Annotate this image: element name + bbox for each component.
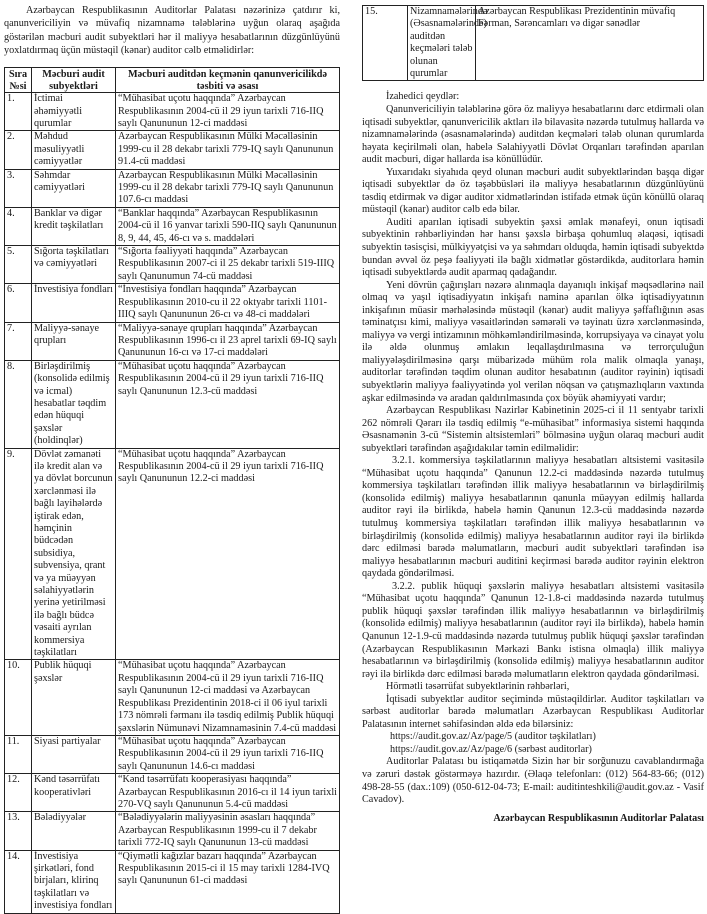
- row-subject: Birləşdirilmiş (konsolidə edilmiş və icmal) hesabatlar təqdim edən hüquqi şəxslər (holdinqlər): [32, 360, 116, 448]
- notes-paragraph: Azərbaycan Respublikası Nazirlər Kabinetinin 2025-ci il 11 sentyabr tarixli 262 nömrəli Qərarı ilə təsdiq edilmiş “e-mühasibat” informasiya sistemi haqqında Əsasnamənin 3-cü “Sistemin altsistemləri” bölməsinə uyğun olaraq məcburi audit subyektləri tərəfindən aşağıdakılar təmin edilməlidir:: [362, 405, 704, 454]
- table-row: [5, 660, 340, 735]
- row-number: 11.: [5, 735, 32, 773]
- greeting: Hörmətli təsərrüfat subyektlərinin rəhbərləri,: [386, 681, 570, 693]
- row-basis: Azərbaycan Respublikasının Mülki Məcəlləsinin 1999-cu il 28 dekabr tarixli 779-IQ saylı Qanununun 107.6-cı maddəsi: [116, 169, 340, 207]
- auditor-choice-paragraph: İqtisadi subyektlər auditor seçimində müstəqildirlər. Auditor təşkilatları və sərbəst auditorlar barədə məlumatları Azərbaycan Respublikası Auditorlar Palatasının internet səhifəsindən əldə edə bilərsiniz:: [362, 693, 704, 730]
- row-basis: “Mühasibat uçotu haqqında” Azərbaycan Respublikasının 2004-cü il 29 iyun tarixli 716-IIQ saylı Qanununun 12.2-ci maddəsi: [116, 448, 340, 660]
- row-number: 3.: [5, 169, 32, 207]
- contact-paragraph: Auditorlar Palatası bu istiqamətdə Sizin hər bir sorğunuzu cavablandırmağa və zəruri dəstək göstərməyə hazırdır. (Əlaqə telefonları: (012) 564-83-66; (012) 498-28-55 (dax.:109) (050-612-04-73; E-mail: auditinteshkili@audit.gov.az - Vasif Cavadov).: [362, 756, 704, 806]
- row-number: 13.: [5, 812, 32, 850]
- row-basis: “Mühasibat uçotu haqqında” Azərbaycan Respublikasının 2004-cü il 29 iyun tarixli 716-IIQ saylı Qanununun 12.3-cü maddəsi: [116, 360, 340, 448]
- row-basis: “Mühasibat uçotu haqqında” Azərbaycan Respublikasının 2004-cü il 29 iyun tarixli 716-IIQ saylı Qanununun 12-ci maddəsi: [116, 93, 340, 131]
- row-basis: “Sığorta fəaliyyəti haqqında” Azərbaycan Respublikasının 2007-ci il 25 dekabr tarixli 519-IIIQ saylı Qanunumun 74-cü maddəsi: [116, 246, 340, 284]
- table-row: [363, 6, 704, 81]
- table-row: [5, 448, 340, 660]
- row-number: 15.: [363, 6, 408, 81]
- row-number: 12.: [5, 774, 32, 812]
- row-subject: Siyasi partiyalar: [32, 735, 116, 773]
- row-number: 5.: [5, 246, 32, 284]
- row-subject: Sığorta təşkilatları və cəmiyyətləri: [32, 246, 116, 284]
- intro-paragraph: Azərbaycan Respublikasının Auditorlar Palatası nəzərinizə çatdırır ki, qanunvericiliyin və müvafiq nizamnamə tələblərinə uyğun olaraq aşağıda göstərilən məcburi audit subyektləri hər il maliyyə hesabatlarının düzgünlüyünü yoxlatdırmaq üçün müstəqil (kənar) auditor cəlb etməlidirlər:: [4, 5, 340, 56]
- row-subject: Bələdiyyələr: [32, 812, 116, 850]
- row-subject: Publik hüquqi şəxslər: [32, 660, 116, 735]
- table-row: [5, 131, 340, 169]
- header-subject: Məcburi audit subyektləri: [32, 68, 116, 93]
- row-number: 14.: [5, 850, 32, 913]
- row-number: 7.: [5, 322, 32, 360]
- notes-paragraph: Auditi aparılan iqtisadi subyektin şəxsi əmlak mənafeyi, onun iqtisadi subyektinin rəhbərliyindən hər hansı şəxslə birbaşa qohumluq əlaqəsi, iqtisadi subyektin təsisçisi, mülkiyyətçisi və ya səhmdarı olduqda, həmin iqtisadi subyektdə bundan əvvəl öz peşə fəaliyyəti ilə bağlı xidmətlər göstərdikdə, auditorlara həmin iqtisadi subyektlərdə audit aparmaq qadağandır.: [362, 216, 704, 279]
- right-column: [362, 5, 704, 825]
- row-subject: Maliyyə-sənaye qrupları: [32, 322, 116, 360]
- row-basis: “Kənd təsərrüfatı kooperasiyası haqqında” Azərbaycan Respublikasının 2016-cı il 14 iyun tarixli 270-VQ saylı Qanununun 5.4-cü maddəsi: [116, 774, 340, 812]
- row-number: 6.: [5, 284, 32, 322]
- row-basis: “Maliyyə-sənaye qrupları haqqında” Azərbaycan Respublikasının 1996-cı il 23 aprel tarixli 69-IQ saylı Qanununun 16-cı və 17-ci maddələri: [116, 322, 340, 360]
- row-subject: Banklar və digər kredit təşkilatları: [32, 207, 116, 245]
- link-independent-auditors[interactable]: https://audit.gov.az/Az/page/6 (sərbəst auditorlar): [390, 743, 592, 755]
- row-basis: “Banklar haqqında” Azərbaycan Respublikasının 2004-cü il 16 yanvar tarixli 590-IIQ saylı Qanununun 8, 9, 44, 45, 46-cı və s. maddələri: [116, 207, 340, 245]
- table-header-row: [5, 68, 340, 93]
- audit-subjects-table: [4, 67, 340, 913]
- table-row: [5, 360, 340, 448]
- header-number: Sıra №si: [5, 68, 32, 93]
- notes-paragraph: Qanunvericiliyin tələblərinə görə öz maliyyə hesabatlarını dərc etdirməli olan iqtisadi subyektlər, qanunvericilik aktları ilə bilavasitə nəzərdə tutulmuş hallarda və nizamnamələrində (əsasnamələrində) auditdən keçmələri tələb olunan qurumlarda həyata keçirilməli olan, habelə Səlahiyyətli Dövlət Orqanları tərəfindən aparılan audit məcburi, digər hallarda isə könüllüdür.: [362, 103, 704, 166]
- row-basis: “Mühasibat uçotu haqqında” Azərbaycan Respublikasının 2004-cü il 29 iyun tarixli 716-IIQ saylı Qanununun 12-ci maddəsi və Azərbaycan Respublikası Prezidentinin 2018-ci il 06 iyul tarixli 173 nömrəli fərmanı ilə təsdiq edilmiş Publik hüquqi şəxslərin Nümunəvi Nizamnaməsinin 7.4-cü maddəsi: [116, 660, 340, 735]
- link-auditor-organizations[interactable]: https://audit.gov.az/Az/page/5 (auditor təşkilatları): [390, 731, 596, 743]
- notes-paragraph: Yeni dövrün çağırışları nəzərə alınmaqla dayanıqlı inkişaf məqsədlərinə nail olmaq və yaşıl iqtisadiyyatın inkişafı naminə aparılan ölkə iqtisadiyyatının inkişafının müasir mərhələsində müstəqil (kənar) audit maliyyə şəffaflığının əsas təminatçısı kimi, maliyyə vəsaitlərindən səmərəli və təyinatı üzrə xərclənməsində, maliyyə və vergi intizamının möhkəmləndirilməsində, korrupsiyaya və cinayət yolu ilə əldə olunmuş əmlakın leqallaşdırılmasına və terrorçuluğun maliyyələşdirilməsinə qarşı mübarizədə mühüm rola malik olmaqla yanaşı, auditorlar tərəfindən təqdim olunan auditor hesabatının (auditor rəyinin) iqtisadi subyektlərin maliyyə fəaliyyətində yol verilən nöqsan və çatışmazlıqların vaxtında aşkar edilməsində və aradan qaldırılmasında çox böyük əhəmiyyəti vardır;: [362, 279, 704, 404]
- row-subject: İctimai əhəmiyyətli qurumlar: [32, 93, 116, 131]
- signature: Azərbaycan Respublikasının Auditorlar Palatası: [493, 812, 704, 824]
- row-number: 2.: [5, 131, 32, 169]
- explanatory-notes: [362, 91, 704, 825]
- row-number: 1.: [5, 93, 32, 131]
- row-number: 8.: [5, 360, 32, 448]
- subsystem-item: 3.2.1. kommersiya təşkilatlarının maliyyə hesabatları altsistemi vasitəsilə “Mühasibat uçotu haqqında” Qanunun 12.2-ci maddəsində nəzərdə tutulmuş kommersiya təşkilatları tərəfindən illik maliyyə hesabatlarının və birləşdirilmiş (konsolidə edilmiş) maliyyə hesabatlarının qanunla müəyyən edilmiş hallarda auditor rəyi ilə birlikdə, habelə həmin Qanunun 12.3-cü maddəsində nəzərdə tutulmuş kommersiya təşkilatları tərəfindən illik maliyyə hesabatlarının və birləşdirilmiş (konsolidə edilmiş) maliyyə hesabatlarının auditor rəyi ilə birlikdə dərc edilməsi barədə məlumatların, məcburi audit subyektləri tərəfindən isə maliyyə hesabatlarının məcburi auditini keçirməsi barədə auditor rəyinin elektron qaydada göndərilməsi.: [362, 455, 704, 580]
- row-basis: “Mühasibat uçotu haqqında” Azərbaycan Respublikasının 2004-cü il 29 iyun tarixli 716-IIQ saylı Qanununun 14.6-cı maddəsi: [116, 735, 340, 773]
- row-subject: Məhdud məsuliyyətli cəmiyyətlər: [32, 131, 116, 169]
- row-subject: Dövlət zəmanəti ilə kredit alan və ya dövlət borcunun xərclənməsi ilə bağlı layihələrdə iştirak edən, həmçinin büdcədən subsidiya, subvensiya, qrant və ya müəyyən səlahiyyətlərin yerinə yetirilməsi ilə bağlı büdcə vəsaiti ayrılan kommersiya təşkilatları: [32, 448, 116, 660]
- table-row: [5, 735, 340, 773]
- row-basis: Azərbaycan Respublikası Prezidentinin müvafiq Fərman, Sərəncamları və digər sənədlər: [476, 6, 704, 81]
- table-row: [5, 246, 340, 284]
- row-subject: İnvestisiya fondları: [32, 284, 116, 322]
- row-basis: “İnvestisiya fondları haqqında” Azərbaycan Respublikasının 2010-cu il 22 oktyabr tarixli 1101-IIIQ saylı Qanununun 26-cı və 48-ci maddələri: [116, 284, 340, 322]
- row-subject: Kənd təsərrüfatı kooperativləri: [32, 774, 116, 812]
- row-basis: “Qiymətli kağızlar bazarı haqqında” Azərbaycan Respublikasının 2015-ci il 15 may tarixli 1284-IVQ saylı Qanununun 61-ci maddəsi: [116, 850, 340, 913]
- table-row: [5, 322, 340, 360]
- table-row: [5, 774, 340, 812]
- notes-title: İzahedici qeydlər:: [386, 91, 460, 103]
- audit-subjects-table-continued: [362, 5, 704, 81]
- header-basis: Məcburi auditdən keçmənin qanunvericilikdə təsbiti və əsası: [116, 68, 340, 93]
- table-row: [5, 93, 340, 131]
- row-basis: Azərbaycan Respublikasının Mülki Məcəlləsinin 1999-cu il 28 dekabr tarixli 779-IQ saylı Qanununun 91.4-cü maddəsi: [116, 131, 340, 169]
- row-subject: İnvestisiya şirkətləri, fond birjaları, klirinq təşkilatları və investisiya fondları: [32, 850, 116, 913]
- table-row: [5, 207, 340, 245]
- table-row: [5, 812, 340, 850]
- row-number: 9.: [5, 448, 32, 660]
- table-row: [5, 850, 340, 913]
- row-subject: Nizamnamələrində (Əsasnamələrində) auditdən keçmələri tələb olunan qurumlar: [408, 6, 476, 81]
- subsystem-item: 3.2.2. publik hüquqi şəxslərin maliyyə hesabatları altsistemi vasitəsilə “Mühasibat uçotu haqqında” Qanunun 12-1.8-ci maddəsində nəzərdə tutulmuş publik hüquqi şəxslər tərəfindən illik maliyyə hesabatlarının və birləşdirilmiş (konsolidə edilmiş) maliyyə hesabatlarının (auditor rəyi ilə birlikdə), habelə həmin Qanunun 12-1.9-cü maddəsində nəzərdə tutulmuş publik hüquqi şəxslər tərəfindən (Azərbaycan Respublikasının Mərkəzi Bankı istisna olmaqla) illik maliyyə hesabatlarının və birləşdirilmiş (konsolidə edilmiş) maliyyə hesabatlarının auditor rəyi ilə birlikdə dərc edilməsi barədə məlumatların elektron qaydada göndərilməsi.: [362, 580, 704, 680]
- row-subject: Səhmdar cəmiyyətləri: [32, 169, 116, 207]
- left-column: [4, 4, 340, 914]
- table-row: [5, 169, 340, 207]
- row-number: 10.: [5, 660, 32, 735]
- table-row: [5, 284, 340, 322]
- row-basis: “Bələdiyyələrin maliyyəsinin əsasları haqqında” Azərbaycan Respublikasının 1999-cu il 7 dekabr tarixli 772-IQ saylı Qanununun 13-cü maddəsi: [116, 812, 340, 850]
- notes-paragraph: Yuxarıdakı siyahıda qeyd olunan məcburi audit subyektlərindən başqa digər iqtisadi subyektlər də öz təşəbbüsləri ilə maliyyə hesabatlarının düzgünlüyünü təsdiq etdirmək və digər auditor xidmətlərindən istifadə etmək üçün könüllü olaraq müstəqil (kənar) auditor cəlb edə bilər.: [362, 166, 704, 216]
- row-number: 4.: [5, 207, 32, 245]
